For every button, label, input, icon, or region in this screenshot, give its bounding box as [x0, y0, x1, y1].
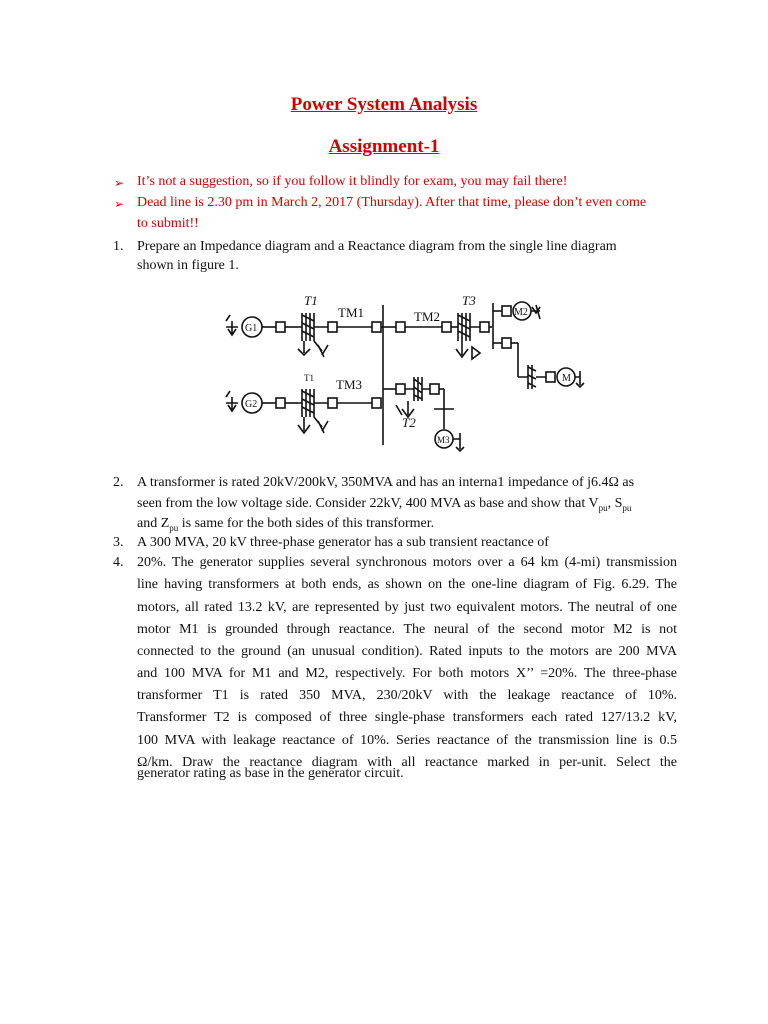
tm1-label: TM1	[338, 305, 364, 320]
arrow-bullet-icon: ➢	[114, 176, 125, 190]
question-1-line: shown in figure 1.	[137, 258, 239, 273]
assignment-title: Assignment-1	[328, 136, 440, 157]
question-4-line: 20%. The generator supplies several synchronous motors over a 64 km (4-mi) transmission	[137, 555, 677, 570]
question-number: 2.	[113, 475, 124, 490]
question-4-line: 100 MVA with leakage reactance of 10%. Series reactance of the transmission line is 0.5	[137, 733, 677, 748]
svg-text:T1	[304, 293, 318, 308]
svg-text:M3	[437, 435, 450, 445]
svg-text:T3	[462, 293, 476, 308]
tm2-label: TM2	[414, 309, 440, 324]
arrow-bullet-icon: ➢	[114, 197, 125, 211]
question-4-line: motor M1 is grounded through reactance. The neural of the second motor M2 is not	[137, 622, 677, 637]
notice-2-text-cont: to submit!!	[137, 216, 199, 231]
subscript: pu	[598, 502, 608, 513]
question-4-line: Transformer T2 is composed of three single-phase transformers each rated 127/13.2 kV,	[137, 710, 677, 725]
svg-text:G1	[245, 323, 257, 334]
svg-text:M	[562, 373, 571, 384]
question-4-line: connected to the ground (an unusual condition). Rated inputs to the motors are 200 MVA	[137, 644, 677, 659]
m3-label: M3	[437, 435, 450, 445]
question-4-line: Ω/km. Draw the reactance diagram with all reactance marked in per-unit. Select the	[137, 755, 677, 770]
question-2-text: seen from the low voltage side. Consider 22kV, 400 MVA as base and show that V	[137, 496, 599, 511]
question-number: 3.	[113, 535, 124, 550]
subscript: pu	[169, 522, 179, 533]
question-2-text: is same for the both sides of this transformer.	[178, 516, 435, 531]
question-number: 4.	[113, 555, 124, 570]
t3-label: T3	[462, 293, 476, 308]
g2-label: G2	[245, 399, 258, 410]
question-2-text: and Z	[137, 516, 170, 531]
subscript: pu	[622, 502, 632, 513]
single-line-diagram	[218, 285, 588, 465]
t1b-label: T1	[304, 373, 314, 383]
question-2-line: A transformer is rated 20kV/200kV, 350MVA and has an interna1 impedance of j6.4Ω as	[137, 475, 635, 490]
svg-text:TM3	[336, 377, 362, 392]
question-1-line: Prepare an Impedance diagram and a Reactance diagram from the single line diagram	[137, 239, 617, 254]
svg-text:G2	[245, 399, 257, 410]
tm3-label: TM3	[336, 377, 362, 392]
question-4-line: generator rating as base in the generator circuit.	[137, 766, 404, 781]
question-4-line: and 100 MVA for M1 and M2, respectively. For both motors X’’ =20%. The three-phase	[137, 666, 677, 681]
svg-text:M2	[514, 307, 528, 318]
g1-label: G1	[245, 323, 258, 334]
question-4-line: transformer T1 is rated 350 MVA, 230/20kV with the leakage reactance of 10%.	[137, 688, 677, 703]
notice-1-text: It’s not a suggestion, so if you follow it blindly for exam, you may fail there!	[137, 174, 568, 189]
svg-text:T1	[304, 373, 314, 383]
svg-text:TM2	[414, 309, 440, 324]
question-4-line: line having transformers at both ends, as shown on the one-line diagram of Fig. 6.29. The	[137, 577, 677, 592]
question-2-text: , S	[607, 496, 623, 511]
svg-text:T2	[402, 415, 416, 430]
question-number: 1.	[113, 239, 124, 254]
notice-2-text: Dead line is 2.30 pm in March 2, 2017 (Thursday). After that time, please don’t even come	[137, 195, 647, 210]
t1-label: T1	[304, 293, 318, 308]
svg-text:TM1	[338, 305, 364, 320]
m2-label: M2	[514, 307, 528, 318]
question-3-line: A 300 MVA, 20 kV three-phase generator has a sub transient reactance of	[137, 535, 549, 550]
document-title: Power System Analysis	[290, 94, 478, 115]
m1-label: M	[562, 373, 571, 384]
question-4-line: motors, all rated 13.2 kV, are represented by just two equivalent motors. The neutral of one	[137, 600, 677, 615]
t2-label: T2	[402, 415, 416, 430]
